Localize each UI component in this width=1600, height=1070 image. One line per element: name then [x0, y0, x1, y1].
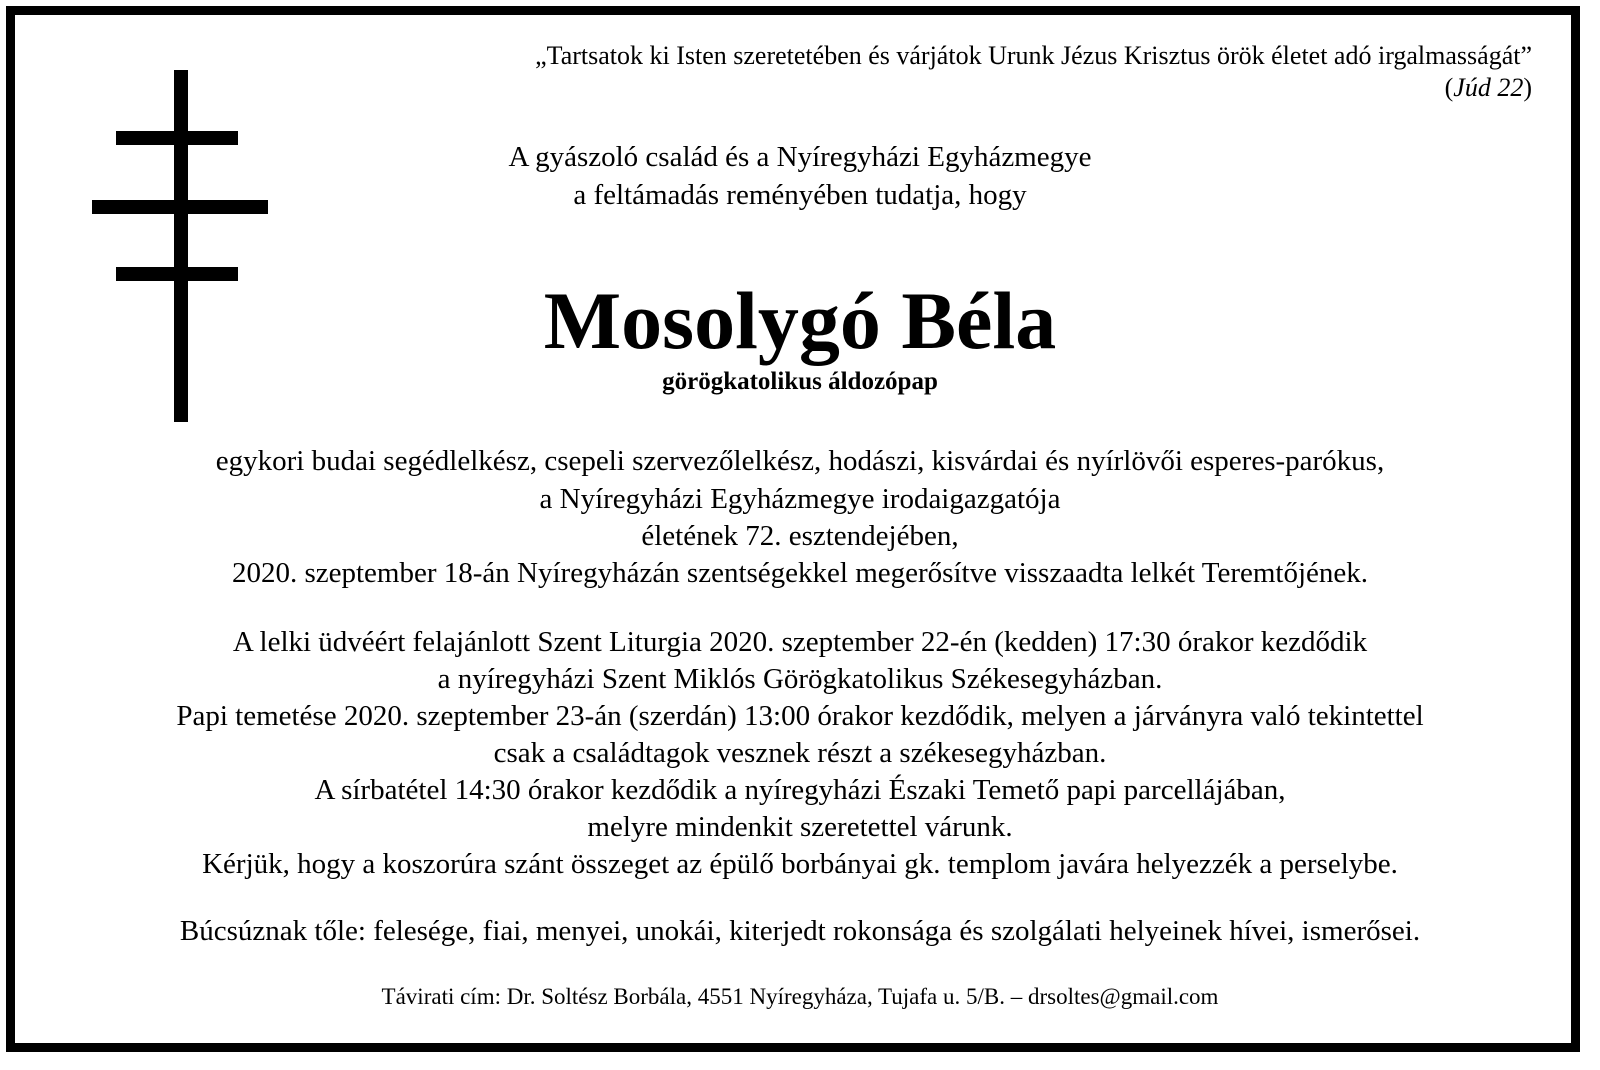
services-line-2: a nyíregyházi Szent Miklós Görögkatolikus Székesegyházban. — [437, 663, 1163, 695]
services-line-3: Papi temetése 2020. szeptember 23-án (szerdán) 13:00 órakor kezdődik, melyen a járványra való tekintettel — [176, 700, 1424, 732]
services-line-1: A lelki üdvéért felajánlott Szent Liturgia 2020. szeptember 22-én (kedden) 17:30 órakor kezdődik — [232, 626, 1368, 658]
mourners-line: Búcsúznak tőle: felesége, fiai, menyei, unokái, kiterjedt rokonsága és szolgálati helyeinek hívei, ismerősei. — [179, 915, 1421, 947]
services-line-4: csak a családtagok vesznek részt a székesegyházban. — [493, 737, 1107, 769]
scripture-reference-open: ( — [1444, 73, 1454, 102]
scripture-quote — [535, 40, 1532, 104]
deceased-name: Mosolygó Béla — [543, 275, 1057, 366]
scripture-reference-text: Júd 22 — [1453, 73, 1524, 102]
scripture-quote-text: „Tartsatok ki Isten szeretetében és várjátok Urunk Jézus Krisztus örök életet adó irgalmasságát” — [535, 41, 1532, 70]
biography-line-3: életének 72. esztendejében, — [641, 520, 959, 552]
biography-line-2: a Nyíregyházi Egyházmegye irodaigazgatója — [539, 483, 1061, 515]
services-line-5: A sírbatétel 14:30 órakor kezdődik a nyíregyházi Északi Temető papi parcellájában, — [314, 774, 1286, 806]
biography-line-1: egykori budai segédlelkész, csepeli szervezőlelkész, hodászi, kisvárdai és nyírlövői esperes-parókus, — [215, 445, 1385, 477]
biography-line-4: 2020. szeptember 18-án Nyíregyházán szentségekkel megerősítve visszaadta lelkét Teremtőjének. — [231, 557, 1369, 589]
services-line-7: Kérjük, hogy a koszorúra szánt összeget az épülő borbányai gk. templom javára helyezzék a perselybe. — [202, 848, 1398, 880]
scripture-reference-close: ) — [1523, 73, 1532, 102]
scripture-reference — [535, 72, 1532, 104]
intro-line-2: a feltámadás reményében tudatja, hogy — [573, 179, 1027, 211]
contact-address: Távirati cím: Dr. Soltész Borbála, 4551 Nyíregyháza, Tujafa u. 5/B. – drsoltes@gmail.com — [381, 984, 1219, 1009]
intro-line-1: A gyászoló család és a Nyíregyházi Egyházmegye — [508, 141, 1092, 173]
deceased-title: görögkatolikus áldozópap — [662, 368, 938, 395]
services-line-6: melyre mindenkit szeretettel várunk. — [587, 811, 1013, 843]
